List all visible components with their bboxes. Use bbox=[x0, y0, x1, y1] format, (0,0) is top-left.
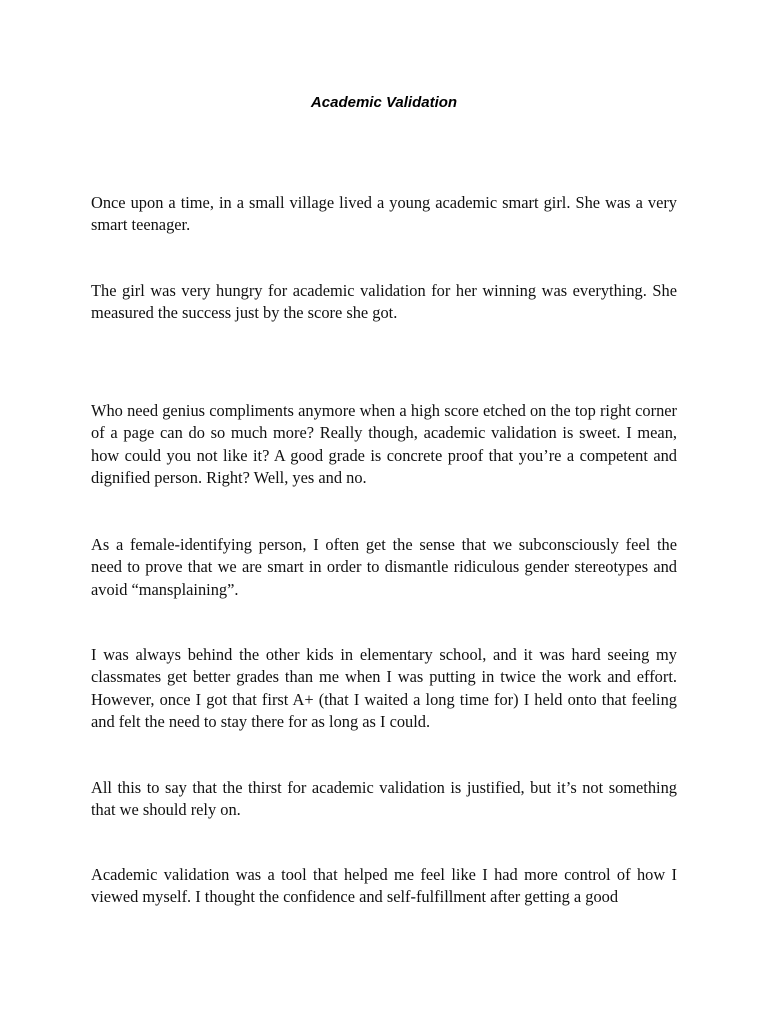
paragraph-2: The girl was very hungry for academic validation for her winning was everything. She measured the success just by the score she got. bbox=[91, 281, 677, 323]
paragraph-6: All this to say that the thirst for academic validation is justified, but it’s not something that we should rely on. bbox=[91, 778, 677, 820]
paragraph-3: Who need genius compliments anymore when a high score etched on the top right corner of a page can do so much more? Really though, academic validation is sweet. I mean, how could you not like it? A good grade is concrete proof that you’re a competent and dignified person. Right? Well, yes and no. bbox=[91, 401, 677, 488]
document-title: Academic Validation bbox=[310, 94, 458, 111]
paragraph-4: As a female-identifying person, I often get the sense that we subconsciously feel the need to prove that we are smart in order to dismantle ridiculous gender stereotypes and avoid “mansplaining”. bbox=[91, 535, 677, 599]
paragraph-1: Once upon a time, in a small village lived a young academic smart girl. She was a very smart teenager. bbox=[91, 193, 677, 235]
paragraph-7: Academic validation was a tool that helped me feel like I had more control of how I viewed myself. I thought the confidence and self-fulfillment after getting a good bbox=[91, 865, 677, 907]
paragraph-5: I was always behind the other kids in elementary school, and it was hard seeing my classmates get better grades than me when I was putting in twice the work and effort. However, once I got that first A+ (that I waited a long time for) I held onto that feeling and felt the need to stay there for as long as I could. bbox=[91, 645, 677, 732]
